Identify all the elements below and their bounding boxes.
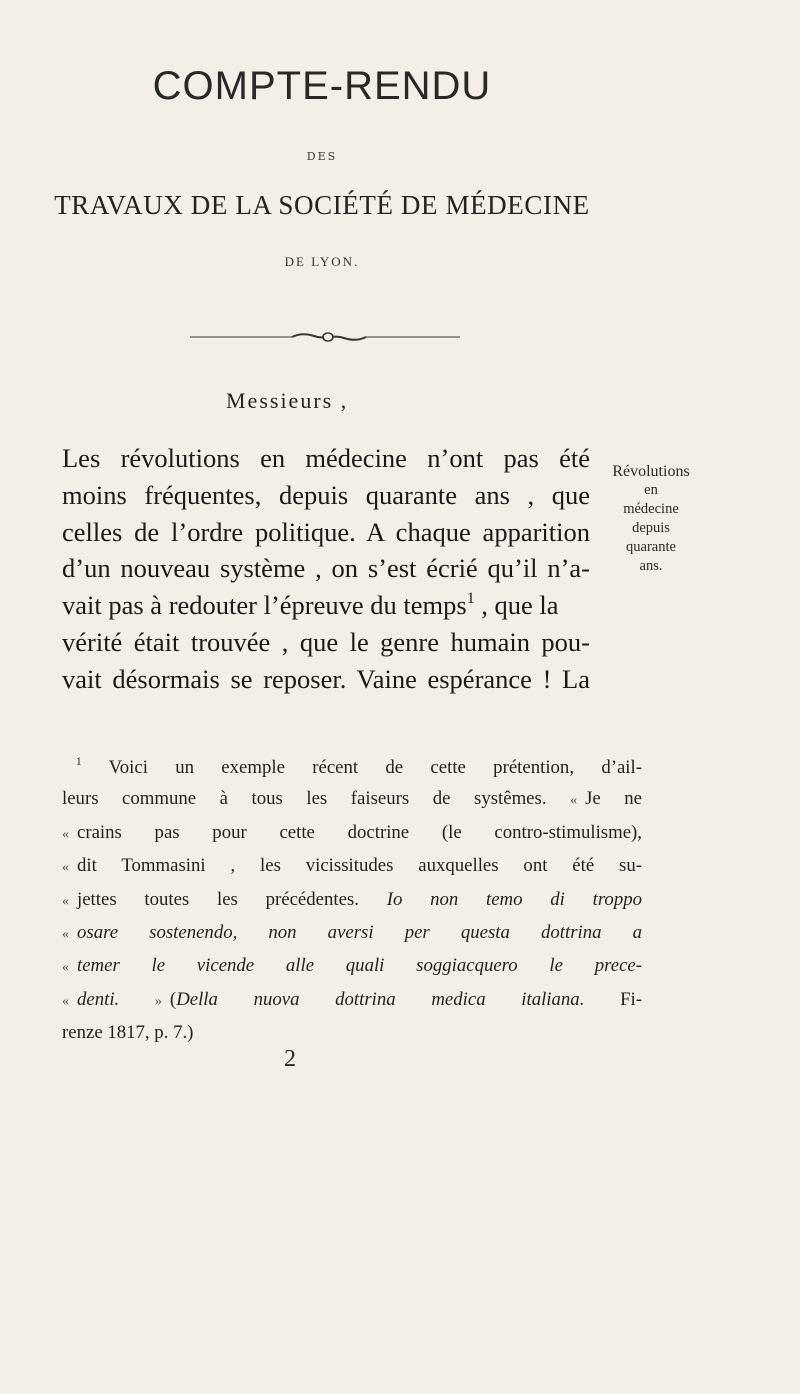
- footnote-line: « jettes toutes les précédentes. Io non temo di troppo: [62, 888, 642, 910]
- footnote-reference[interactable]: 1: [466, 590, 475, 608]
- footnote-line: « temer le vicende alle quali soggiacquero le prece-: [62, 955, 642, 977]
- main-paragraph: [62, 440, 590, 698]
- footnote-line: « denti. » (Della nuova dottrina medica italiana. Fi-: [62, 988, 642, 1010]
- paragraph-line: [62, 587, 590, 624]
- quote-mark: «: [62, 960, 69, 976]
- footnote-line: leurs commune à tous les faiseurs de systêmes. « Je ne: [62, 788, 642, 810]
- margin-note-line: quarante: [626, 539, 676, 555]
- paragraph-line: celles de l’ordre politique. A chaque apparition: [62, 516, 590, 547]
- salutation: Messieurs ,: [226, 388, 349, 413]
- margin-note-line: en: [644, 482, 658, 498]
- margin-note-line: médecine: [623, 501, 679, 517]
- ornament-divider-icon: [190, 330, 460, 344]
- quote-mark: «: [62, 927, 69, 943]
- quote-mark: «: [62, 993, 69, 1009]
- margin-note: [606, 462, 696, 576]
- footnote-line: « osare sostenendo, non aversi per questa dottrina a: [62, 922, 642, 944]
- margin-note-line: ans.: [639, 558, 663, 574]
- margin-note-line: depuis: [632, 520, 670, 536]
- footnote-line: $^1$ Voici un exemple récent de cette prétention, d’ail-: [76, 756, 642, 778]
- document-subtitle: TRAVAUX DE LA SOCIÉTÉ DE MÉDECINE: [54, 190, 590, 220]
- title-connector: DES: [306, 150, 338, 163]
- quote-mark: «: [62, 860, 69, 876]
- paragraph-line: d’un nouveau système , on s’est écrié qu’il n’a-: [62, 553, 590, 584]
- paragraph-line: moins fréquentes, depuis quarante ans , que: [62, 479, 590, 510]
- quote-mark: «: [62, 826, 69, 842]
- paragraph-line-tail: , que la: [474, 590, 559, 621]
- document-place: DE LYON.: [284, 254, 360, 269]
- quote-mark: «: [62, 893, 69, 909]
- paragraph-line: vait désormais se reposer. Vaine espérance ! La: [62, 663, 590, 694]
- margin-note-line: Révolutions: [612, 463, 690, 480]
- paragraph-line: Les révolutions en médecine n’ont pas été: [62, 443, 590, 473]
- footnote-line: renze 1817, p. 7.): [62, 1022, 194, 1044]
- paragraph-line: vérité était trouvée , que le genre humain pou-: [62, 626, 590, 657]
- footnote: [62, 752, 642, 1049]
- footnote-marker: 1: [76, 756, 82, 769]
- paragraph-line-text: vait pas à redouter l’épreuve du temps: [62, 590, 467, 621]
- quote-mark: »: [154, 993, 162, 1009]
- cited-source: Della nuova dottrina medica italiana.: [176, 988, 585, 1010]
- footnote-line: « crains pas pour cette doctrine (le contro-stimulisme),: [62, 821, 642, 843]
- footnote-line: « dit Tommasini , les vicissitudes auxquelles ont été su-: [62, 855, 642, 877]
- quote-mark: «: [570, 793, 578, 809]
- page-number: 2: [284, 1046, 296, 1072]
- document-title: COMPTE-RENDU: [152, 64, 492, 108]
